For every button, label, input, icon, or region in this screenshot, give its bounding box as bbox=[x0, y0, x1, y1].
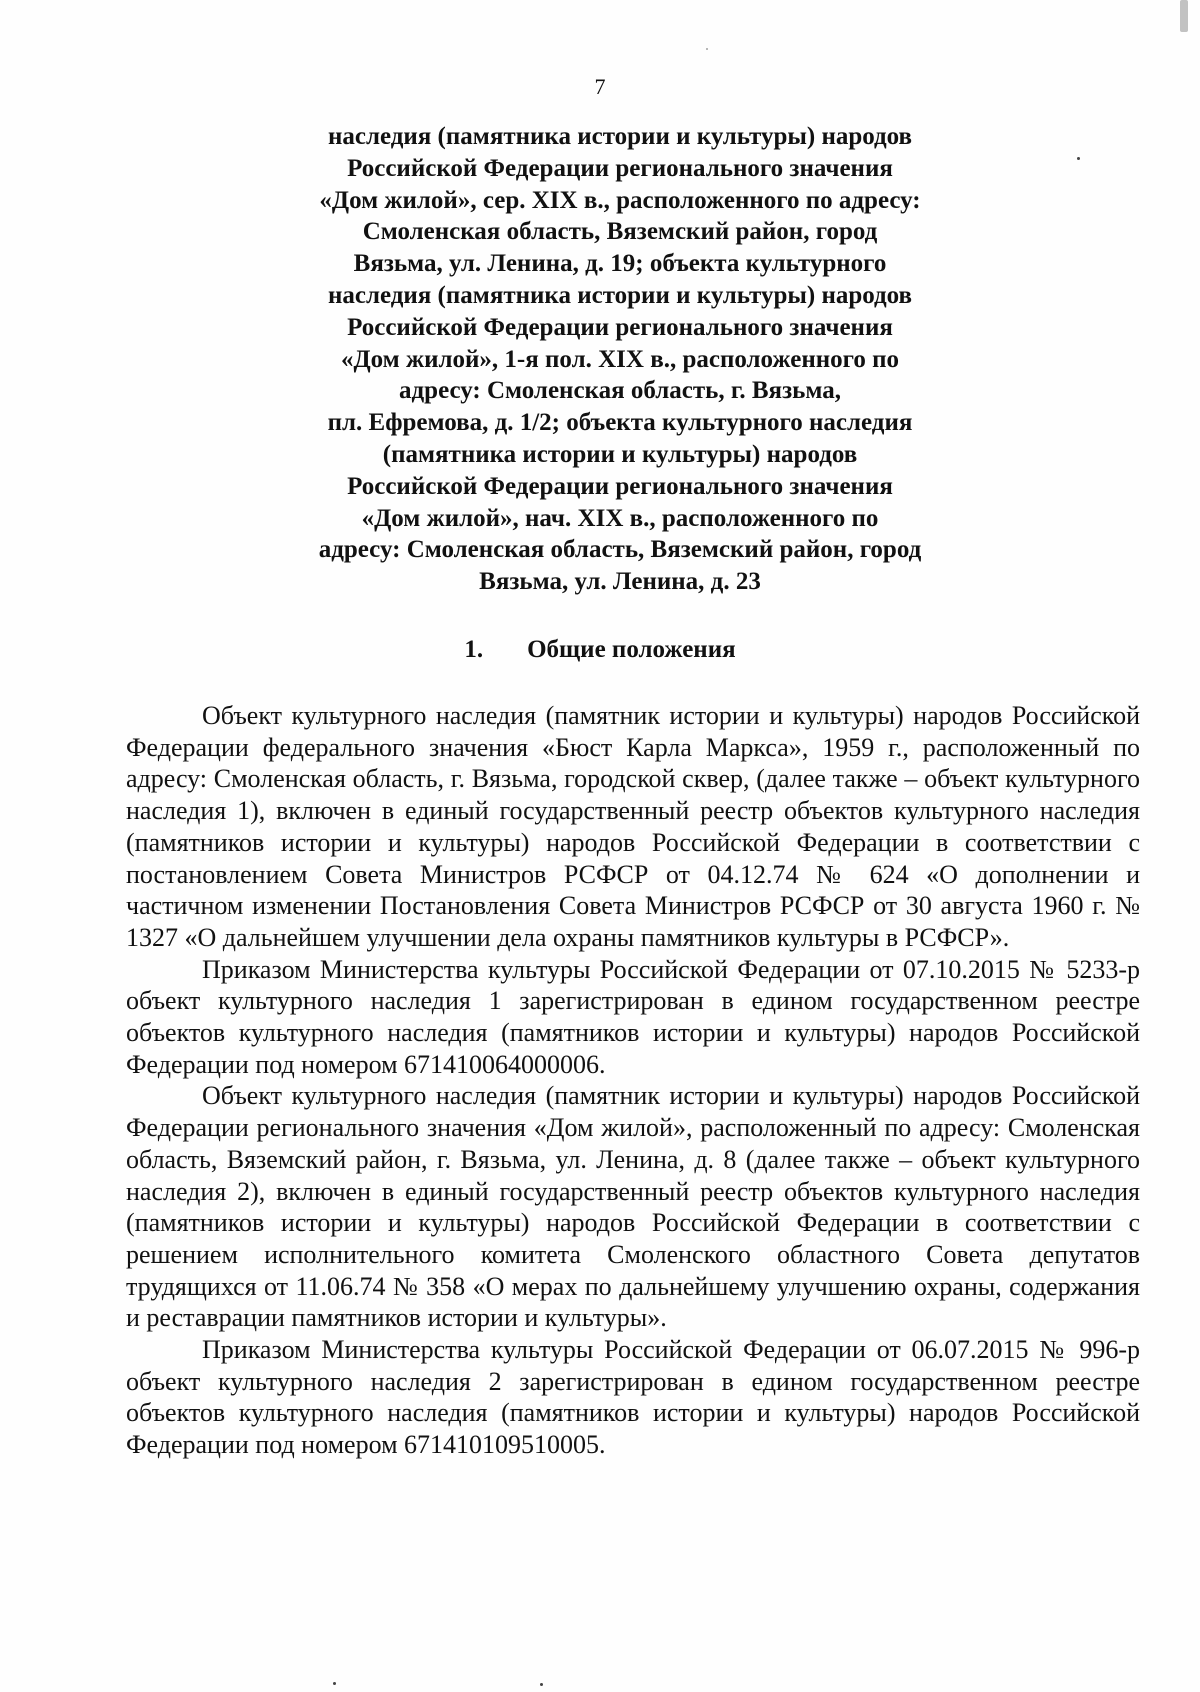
heading-line: Российской Федерации регионального значения bbox=[347, 313, 893, 341]
document-heading bbox=[230, 121, 1010, 598]
heading-line: наследия (памятника истории и культуры) народов bbox=[327, 281, 913, 309]
heading-line: «Дом жилой», нач. XIX в., расположенного по bbox=[361, 504, 879, 532]
paragraph: Приказом Министерства культуры Российской Федерации от 07.10.2015 № 5233-р объект культурного наследия 1 зарегистрирован в едином государственном реестре объектов культурного наследия (памятников истории и культуры) народов Российской Федерации под номером 671410064000006. bbox=[126, 954, 1140, 1079]
heading-line: Вязьма, ул. Ленина, д. 19; объекта культурного bbox=[353, 250, 887, 278]
heading-line: Российской Федерации регионального значения bbox=[347, 154, 893, 182]
heading-line: адресу: Смоленская область, г. Вязьма, bbox=[399, 377, 841, 405]
heading-line: (памятника истории и культуры) народов bbox=[382, 440, 858, 468]
heading-line: наследия (памятника истории и культуры) народов bbox=[327, 123, 913, 150]
scan-speck bbox=[1077, 157, 1080, 160]
heading-line: Смоленская область, Вяземский район, город bbox=[362, 218, 878, 246]
paragraph: Объект культурного наследия (памятник истории и культуры) народов Российской Федерации федерального значения «Бюст Карла Маркса», 1959 г., расположенный по адресу: Смоленская область, г. Вязьма, городской сквер, (далее также – объект культурного наследия 1), включен в единый государственный реестр объектов культурного наследия (памятников истории и культуры) народов Российской Федерации в соответствии с постановлением Совета Министров РСФСР от 04.12.74 № 624 «О дополнении и частичном изменении Постановления Совета Министров РСФСР от 30 августа 1960 г. № 1327 «О дальнейшем улучшении дела охраны памятников культуры в РСФСР». bbox=[126, 701, 1140, 952]
section-title bbox=[0, 635, 1200, 665]
heading-line: Российской Федерации регионального значения bbox=[347, 472, 893, 500]
heading-line: «Дом жилой», сер. XIX в., расположенного по адресу: bbox=[319, 186, 921, 214]
heading-line: «Дом жилой», 1-я пол. XIX в., расположенного по bbox=[340, 345, 900, 373]
scan-speck bbox=[1180, 0, 1188, 32]
section-title-text: Общие положения bbox=[527, 636, 736, 663]
paragraph: Приказом Министерства культуры Российской Федерации от 06.07.2015 № 996-р объект культурного наследия 2 зарегистрирован в едином государственном реестре объектов культурного наследия (памятников истории и культуры) народов Российской Федерации под номером 671410109510005. bbox=[126, 1335, 1140, 1460]
heading-line: Вязьма, ул. Ленина, д. 23 bbox=[479, 568, 761, 596]
heading-line: адресу: Смоленская область, Вяземский район, город bbox=[318, 536, 922, 564]
heading-line: пл. Ефремова, д. 1/2; объекта культурного наследия bbox=[327, 409, 913, 437]
paragraph: Объект культурного наследия (памятник истории и культуры) народов Российской Федерации регионального значения «Дом жилой», расположенный по адресу: Смоленская область, Вяземский район, г. Вязьма, ул. Ленина, д. 8 (далее также – объект культурного наследия 2), включен в единый государственный реестр объектов культурного наследия (памятников истории и культуры) народов Российской Федерации в соответствии с решением исполнительного комитета Смоленского областного Совета депутатов трудящихся от 11.06.74 № 358 «О мерах по дальнейшему улучшению охраны, содержания и реставрации памятников истории и культуры». bbox=[126, 1081, 1140, 1333]
section-number: 1. bbox=[464, 636, 484, 663]
scan-speck bbox=[540, 1683, 543, 1686]
scan-speck bbox=[706, 48, 708, 50]
document-body bbox=[126, 700, 1140, 1461]
scan-speck bbox=[333, 1682, 336, 1685]
page-number: 7 bbox=[594, 74, 606, 99]
